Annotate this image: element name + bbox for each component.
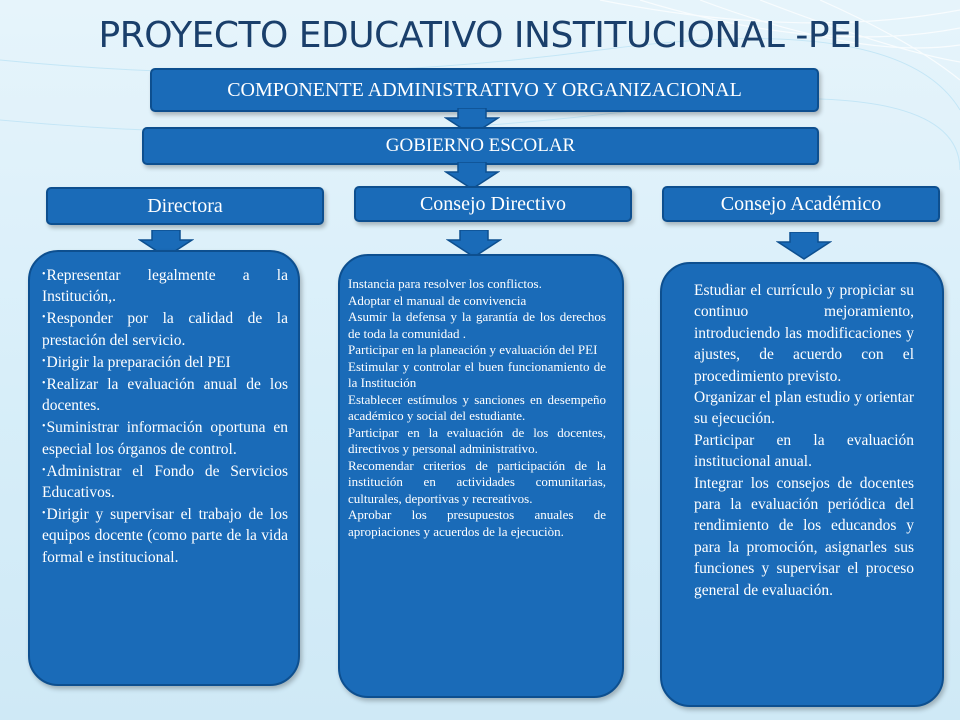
list-item: • Responder por la calidad de la prestación del servicio. — [42, 307, 288, 350]
list-item: Participar en la evaluación de los docentes, directivos y personal administrativo. — [348, 424, 606, 456]
consejo-directivo-label: Consejo Directivo — [419, 193, 567, 215]
consejo-directivo-header — [354, 186, 632, 222]
gobierno-escolar-label: GOBIERNO ESCOLAR — [385, 135, 576, 156]
list-item: Integrar los consejos de docentes para la evaluación periódica del rendimiento de los educandos y para la promoción, asignarles sus funciones y supervisar el proceso general de evaluación. — [694, 474, 914, 599]
list-item: • Administrar el Fondo de Servicios Educativos. — [42, 460, 288, 503]
directora-header — [46, 187, 324, 225]
consejo-directivo-functions-box — [338, 254, 624, 698]
consejo-directivo-functions-list — [348, 276, 606, 540]
list-item: • Dirigir la preparación del PEI — [42, 351, 288, 373]
list-item: Participar en la planeación y evaluación del PEI — [348, 342, 598, 357]
list-item: Asumir la defensa y la garantía de los derechos de toda la comunidad . — [348, 309, 606, 341]
list-item: • Representar legalmente a la Institución,. — [42, 264, 288, 307]
list-item: • Realizar la evaluación anual de los docentes. — [42, 373, 288, 416]
list-item: Organizar el plan estudio y orientar su ejecución. — [694, 389, 914, 428]
consejo-academico-functions-box — [660, 262, 944, 707]
list-item: Adoptar el manual de convivencia — [348, 292, 527, 308]
list-item: Aprobar los presupuestos anuales de apropiaciones y acuerdos de la ejecuciòn. — [348, 507, 606, 539]
down-arrow-consejo-academico — [776, 232, 832, 260]
directora-functions-box — [28, 250, 300, 686]
list-item: Recomendar criterios de participación de la institución en actividades comunitarias, culturales, deportivas y recreativos. — [348, 457, 606, 506]
list-item: Participar en la evaluación institucional anual. — [694, 431, 914, 471]
directora-functions-list — [42, 264, 288, 568]
list-item: • Suministrar información oportuna en especial los órganos de control. — [42, 416, 288, 459]
list-item: Instancia para resolver los conflictos. — [348, 276, 542, 291]
consejo-academico-label: Consejo Académico — [720, 193, 882, 215]
consejo-academico-functions-list — [694, 280, 914, 601]
list-item: Estimular y controlar el buen funcionamiento de la Institución — [348, 358, 606, 390]
list-item: • Dirigir y supervisar el trabajo de los equipos docente (como parte de la vida formal e institucional. — [42, 503, 288, 568]
page-title: PROYECTO EDUCATIVO INSTITUCIONAL -PEI — [98, 15, 862, 56]
directora-label: Directora — [147, 195, 223, 217]
list-item: Establecer estímulos y sanciones en desempeño académico y social del estudiante. — [348, 391, 606, 423]
list-item: Estudiar el currículo y propiciar su continuo mejoramiento, introduciendo las modificaciones y ajustes, de acuerdo con el procedimiento previsto. — [694, 282, 914, 385]
component-header — [150, 68, 819, 112]
component-header-label: COMPONENTE ADMINISTRATIVO Y ORGANIZACIONAL — [227, 79, 742, 101]
gobierno-escolar-header — [142, 127, 819, 165]
consejo-academico-header — [662, 186, 940, 222]
